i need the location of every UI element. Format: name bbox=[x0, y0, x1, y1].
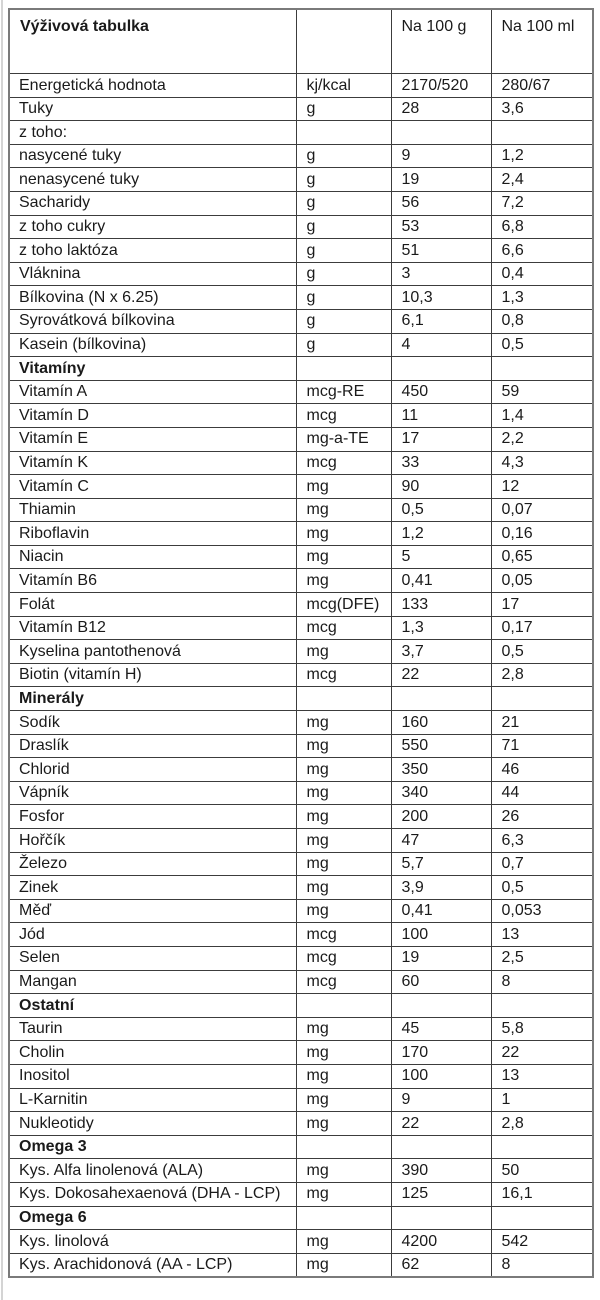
cell-per-100ml: 2,8 bbox=[491, 1112, 593, 1136]
cell-per-100g: 1,3 bbox=[391, 616, 491, 640]
cell-per-100g bbox=[391, 1206, 491, 1230]
cell-name: Thiamin bbox=[9, 498, 296, 522]
table-row bbox=[9, 97, 593, 121]
cell-per-100ml: 542 bbox=[491, 1230, 593, 1254]
table-row bbox=[9, 616, 593, 640]
cell-per-100ml: 0,8 bbox=[491, 309, 593, 333]
cell-per-100g: 22 bbox=[391, 663, 491, 687]
cell-per-100g bbox=[391, 1135, 491, 1159]
table-row bbox=[9, 946, 593, 970]
cell-name: Jód bbox=[9, 923, 296, 947]
cell-name: Zinek bbox=[9, 876, 296, 900]
cell-per-100g: 9 bbox=[391, 144, 491, 168]
cell-per-100g: 5 bbox=[391, 545, 491, 569]
cell-per-100g: 3 bbox=[391, 262, 491, 286]
cell-unit: g bbox=[296, 97, 391, 121]
table-row bbox=[9, 333, 593, 357]
cell-name: Vitamín B12 bbox=[9, 616, 296, 640]
cell-name: z toho: bbox=[9, 121, 296, 145]
table-title: Výživová tabulka bbox=[9, 9, 296, 74]
cell-per-100ml: 17 bbox=[491, 593, 593, 617]
cell-unit: g bbox=[296, 309, 391, 333]
table-row bbox=[9, 262, 593, 286]
cell-per-100g: 4200 bbox=[391, 1230, 491, 1254]
header-unit-column bbox=[296, 9, 391, 74]
cell-per-100ml: 59 bbox=[491, 380, 593, 404]
table-row bbox=[9, 970, 593, 994]
table-row bbox=[9, 829, 593, 853]
cell-name: Vláknina bbox=[9, 262, 296, 286]
cell-per-100g: 6,1 bbox=[391, 309, 491, 333]
cell-unit: mcg-RE bbox=[296, 380, 391, 404]
table-row bbox=[9, 286, 593, 310]
cell-unit: mg bbox=[296, 522, 391, 546]
cell-name: Kys. Arachidonová (AA - LCP) bbox=[9, 1253, 296, 1277]
cell-unit: mg bbox=[296, 1064, 391, 1088]
cell-name: Kys. Dokosahexaenová (DHA - LCP) bbox=[9, 1182, 296, 1206]
cell-per-100ml: 1,4 bbox=[491, 404, 593, 428]
cell-unit: mg bbox=[296, 899, 391, 923]
cell-per-100g: 100 bbox=[391, 923, 491, 947]
cell-per-100g: 3,7 bbox=[391, 640, 491, 664]
cell-unit: g bbox=[296, 144, 391, 168]
cell-name: Omega 6 bbox=[9, 1206, 296, 1230]
cell-per-100g: 9 bbox=[391, 1088, 491, 1112]
table-row bbox=[9, 923, 593, 947]
table-row bbox=[9, 168, 593, 192]
cell-per-100ml: 2,8 bbox=[491, 663, 593, 687]
cell-per-100ml bbox=[491, 1206, 593, 1230]
table-row bbox=[9, 1253, 593, 1277]
cell-name: Vápník bbox=[9, 781, 296, 805]
cell-name: Hořčík bbox=[9, 829, 296, 853]
cell-name: Kyselina pantothenová bbox=[9, 640, 296, 664]
cell-name: Tuky bbox=[9, 97, 296, 121]
cell-per-100ml: 280/67 bbox=[491, 74, 593, 98]
cell-name: Syrovátková bílkovina bbox=[9, 309, 296, 333]
cell-name: Minerály bbox=[9, 687, 296, 711]
table-row bbox=[9, 663, 593, 687]
table-header-row bbox=[9, 9, 593, 74]
cell-unit: mg bbox=[296, 829, 391, 853]
section-header-row bbox=[9, 687, 593, 711]
cell-name: Omega 3 bbox=[9, 1135, 296, 1159]
cell-unit bbox=[296, 1135, 391, 1159]
table-row bbox=[9, 215, 593, 239]
table-row bbox=[9, 640, 593, 664]
cell-per-100ml: 44 bbox=[491, 781, 593, 805]
cell-per-100g: 56 bbox=[391, 191, 491, 215]
table-row bbox=[9, 781, 593, 805]
table-row bbox=[9, 451, 593, 475]
cell-per-100g bbox=[391, 357, 491, 381]
cell-name: Vitamín A bbox=[9, 380, 296, 404]
cell-unit: mcg bbox=[296, 451, 391, 475]
cell-name: Inositol bbox=[9, 1064, 296, 1088]
cell-per-100g: 60 bbox=[391, 970, 491, 994]
cell-per-100ml: 21 bbox=[491, 711, 593, 735]
cell-per-100ml: 13 bbox=[491, 923, 593, 947]
table-row bbox=[9, 498, 593, 522]
cell-name: Vitamín D bbox=[9, 404, 296, 428]
cell-per-100g: 133 bbox=[391, 593, 491, 617]
cell-name: z toho cukry bbox=[9, 215, 296, 239]
cell-unit bbox=[296, 1206, 391, 1230]
cell-per-100ml: 22 bbox=[491, 1041, 593, 1065]
cell-unit: mg bbox=[296, 1088, 391, 1112]
table-row bbox=[9, 1159, 593, 1183]
table-row bbox=[9, 522, 593, 546]
cell-unit: mg bbox=[296, 1230, 391, 1254]
cell-per-100ml: 0,5 bbox=[491, 333, 593, 357]
table-row bbox=[9, 805, 593, 829]
cell-per-100ml: 0,4 bbox=[491, 262, 593, 286]
cell-name: nasycené tuky bbox=[9, 144, 296, 168]
cell-per-100g: 28 bbox=[391, 97, 491, 121]
cell-per-100ml: 2,5 bbox=[491, 946, 593, 970]
cell-name: Vitamín E bbox=[9, 427, 296, 451]
cell-unit: mg bbox=[296, 758, 391, 782]
cell-per-100ml: 13 bbox=[491, 1064, 593, 1088]
table-row bbox=[9, 852, 593, 876]
section-header-row bbox=[9, 1206, 593, 1230]
cell-per-100g: 100 bbox=[391, 1064, 491, 1088]
cell-name: Fosfor bbox=[9, 805, 296, 829]
nutrition-table bbox=[8, 8, 594, 1278]
cell-per-100g: 53 bbox=[391, 215, 491, 239]
cell-per-100g bbox=[391, 121, 491, 145]
cell-per-100g: 340 bbox=[391, 781, 491, 805]
cell-per-100ml: 0,16 bbox=[491, 522, 593, 546]
cell-unit: mcg bbox=[296, 923, 391, 947]
cell-per-100ml: 5,8 bbox=[491, 1017, 593, 1041]
cell-name: Sodík bbox=[9, 711, 296, 735]
cell-per-100g: 170 bbox=[391, 1041, 491, 1065]
cell-unit: mg bbox=[296, 475, 391, 499]
cell-per-100ml: 3,6 bbox=[491, 97, 593, 121]
table-row bbox=[9, 545, 593, 569]
table-row bbox=[9, 711, 593, 735]
cell-name: Taurin bbox=[9, 1017, 296, 1041]
table-row bbox=[9, 1112, 593, 1136]
cell-per-100g: 90 bbox=[391, 475, 491, 499]
cell-per-100ml: 8 bbox=[491, 970, 593, 994]
cell-name: Železo bbox=[9, 852, 296, 876]
cell-per-100ml: 2,2 bbox=[491, 427, 593, 451]
cell-unit: kj/kcal bbox=[296, 74, 391, 98]
header-per-100g: Na 100 g bbox=[391, 9, 491, 74]
cell-unit bbox=[296, 121, 391, 145]
section-header-row bbox=[9, 357, 593, 381]
cell-per-100ml bbox=[491, 687, 593, 711]
cell-per-100ml: 2,4 bbox=[491, 168, 593, 192]
cell-per-100ml: 6,6 bbox=[491, 239, 593, 263]
table-row bbox=[9, 121, 593, 145]
cell-unit: mg bbox=[296, 1182, 391, 1206]
table-row bbox=[9, 1064, 593, 1088]
cell-per-100ml: 8 bbox=[491, 1253, 593, 1277]
cell-per-100g: 0,5 bbox=[391, 498, 491, 522]
cell-name: nenasycené tuky bbox=[9, 168, 296, 192]
cell-per-100g: 350 bbox=[391, 758, 491, 782]
cell-unit: mg bbox=[296, 498, 391, 522]
cell-name: Vitamín C bbox=[9, 475, 296, 499]
cell-unit: mcg bbox=[296, 404, 391, 428]
cell-per-100ml: 0,05 bbox=[491, 569, 593, 593]
cell-name: L-Karnitin bbox=[9, 1088, 296, 1112]
cell-per-100g: 19 bbox=[391, 168, 491, 192]
cell-per-100g: 11 bbox=[391, 404, 491, 428]
cell-per-100ml: 0,5 bbox=[491, 876, 593, 900]
cell-per-100ml bbox=[491, 357, 593, 381]
cell-per-100ml: 0,17 bbox=[491, 616, 593, 640]
cell-unit: mg bbox=[296, 876, 391, 900]
table-row bbox=[9, 1230, 593, 1254]
table-body bbox=[9, 74, 593, 1277]
table-row bbox=[9, 1088, 593, 1112]
cell-name: Měď bbox=[9, 899, 296, 923]
cell-unit: mcg bbox=[296, 970, 391, 994]
table-row bbox=[9, 593, 593, 617]
table-row bbox=[9, 758, 593, 782]
cell-unit: mg bbox=[296, 1017, 391, 1041]
cell-per-100g: 2170/520 bbox=[391, 74, 491, 98]
cell-name: Sacharidy bbox=[9, 191, 296, 215]
cell-per-100ml: 7,2 bbox=[491, 191, 593, 215]
cell-per-100ml: 0,65 bbox=[491, 545, 593, 569]
cell-unit: mg bbox=[296, 805, 391, 829]
cell-unit: mcg(DFE) bbox=[296, 593, 391, 617]
table-row bbox=[9, 427, 593, 451]
cell-unit bbox=[296, 687, 391, 711]
cell-name: Folát bbox=[9, 593, 296, 617]
cell-per-100ml: 4,3 bbox=[491, 451, 593, 475]
cell-unit bbox=[296, 994, 391, 1018]
page-edge-shadow bbox=[1, 0, 3, 1300]
cell-per-100ml: 1,3 bbox=[491, 286, 593, 310]
cell-unit: mg-a-TE bbox=[296, 427, 391, 451]
header-per-100ml: Na 100 ml bbox=[491, 9, 593, 74]
table-row bbox=[9, 74, 593, 98]
cell-name: Energetická hodnota bbox=[9, 74, 296, 98]
cell-unit: mg bbox=[296, 852, 391, 876]
cell-name: z toho laktóza bbox=[9, 239, 296, 263]
table-row bbox=[9, 380, 593, 404]
table-row bbox=[9, 1182, 593, 1206]
cell-per-100g bbox=[391, 687, 491, 711]
table-row bbox=[9, 899, 593, 923]
table-row bbox=[9, 404, 593, 428]
cell-unit: mg bbox=[296, 1112, 391, 1136]
cell-name: Nukleotidy bbox=[9, 1112, 296, 1136]
cell-name: Kasein (bílkovina) bbox=[9, 333, 296, 357]
cell-per-100ml: 46 bbox=[491, 758, 593, 782]
cell-name: Cholin bbox=[9, 1041, 296, 1065]
cell-per-100g: 45 bbox=[391, 1017, 491, 1041]
cell-per-100g: 200 bbox=[391, 805, 491, 829]
cell-unit: g bbox=[296, 239, 391, 263]
cell-unit: mg bbox=[296, 1253, 391, 1277]
cell-per-100ml: 26 bbox=[491, 805, 593, 829]
cell-per-100ml: 0,5 bbox=[491, 640, 593, 664]
cell-unit: mg bbox=[296, 781, 391, 805]
cell-per-100ml bbox=[491, 1135, 593, 1159]
cell-per-100g: 160 bbox=[391, 711, 491, 735]
cell-per-100g: 125 bbox=[391, 1182, 491, 1206]
cell-per-100ml: 12 bbox=[491, 475, 593, 499]
cell-per-100ml: 0,7 bbox=[491, 852, 593, 876]
cell-per-100ml: 0,07 bbox=[491, 498, 593, 522]
cell-unit: mg bbox=[296, 734, 391, 758]
cell-unit: mcg bbox=[296, 663, 391, 687]
cell-per-100g: 22 bbox=[391, 1112, 491, 1136]
cell-unit: mg bbox=[296, 569, 391, 593]
cell-unit: g bbox=[296, 168, 391, 192]
cell-per-100ml: 1 bbox=[491, 1088, 593, 1112]
table-row bbox=[9, 1041, 593, 1065]
cell-name: Selen bbox=[9, 946, 296, 970]
cell-per-100g: 51 bbox=[391, 239, 491, 263]
cell-per-100g: 1,2 bbox=[391, 522, 491, 546]
cell-per-100g: 62 bbox=[391, 1253, 491, 1277]
cell-per-100g: 390 bbox=[391, 1159, 491, 1183]
cell-per-100g: 19 bbox=[391, 946, 491, 970]
cell-name: Vitamíny bbox=[9, 357, 296, 381]
cell-unit: g bbox=[296, 191, 391, 215]
cell-unit: mcg bbox=[296, 616, 391, 640]
cell-per-100ml: 6,3 bbox=[491, 829, 593, 853]
cell-name: Ostatní bbox=[9, 994, 296, 1018]
cell-per-100g: 47 bbox=[391, 829, 491, 853]
table-row bbox=[9, 475, 593, 499]
section-header-row bbox=[9, 994, 593, 1018]
table-row bbox=[9, 734, 593, 758]
cell-unit: mcg bbox=[296, 946, 391, 970]
cell-per-100g: 10,3 bbox=[391, 286, 491, 310]
table-row bbox=[9, 239, 593, 263]
table-row bbox=[9, 569, 593, 593]
table-row bbox=[9, 876, 593, 900]
cell-per-100g: 0,41 bbox=[391, 899, 491, 923]
cell-per-100ml: 16,1 bbox=[491, 1182, 593, 1206]
cell-name: Biotin (vitamín H) bbox=[9, 663, 296, 687]
cell-per-100ml bbox=[491, 994, 593, 1018]
cell-unit: mg bbox=[296, 640, 391, 664]
cell-unit: g bbox=[296, 286, 391, 310]
cell-name: Kys. Alfa linolenová (ALA) bbox=[9, 1159, 296, 1183]
cell-per-100g: 17 bbox=[391, 427, 491, 451]
table-row bbox=[9, 144, 593, 168]
cell-per-100ml bbox=[491, 121, 593, 145]
cell-per-100g: 5,7 bbox=[391, 852, 491, 876]
cell-name: Vitamín K bbox=[9, 451, 296, 475]
cell-name: Bílkovina (N x 6.25) bbox=[9, 286, 296, 310]
section-header-row bbox=[9, 1135, 593, 1159]
cell-unit: mg bbox=[296, 711, 391, 735]
table-row bbox=[9, 1017, 593, 1041]
cell-name: Riboflavin bbox=[9, 522, 296, 546]
cell-name: Chlorid bbox=[9, 758, 296, 782]
cell-per-100ml: 0,053 bbox=[491, 899, 593, 923]
table-row bbox=[9, 191, 593, 215]
cell-unit: g bbox=[296, 333, 391, 357]
cell-per-100g: 450 bbox=[391, 380, 491, 404]
cell-name: Draslík bbox=[9, 734, 296, 758]
cell-per-100g: 550 bbox=[391, 734, 491, 758]
cell-per-100g: 4 bbox=[391, 333, 491, 357]
cell-unit: mg bbox=[296, 545, 391, 569]
cell-unit: g bbox=[296, 215, 391, 239]
cell-per-100g: 3,9 bbox=[391, 876, 491, 900]
table-row bbox=[9, 309, 593, 333]
cell-name: Kys. linolová bbox=[9, 1230, 296, 1254]
cell-per-100ml: 6,8 bbox=[491, 215, 593, 239]
cell-per-100g: 0,41 bbox=[391, 569, 491, 593]
cell-unit: mg bbox=[296, 1041, 391, 1065]
cell-per-100ml: 1,2 bbox=[491, 144, 593, 168]
cell-unit: mg bbox=[296, 1159, 391, 1183]
cell-unit: g bbox=[296, 262, 391, 286]
cell-per-100g: 33 bbox=[391, 451, 491, 475]
cell-per-100ml: 50 bbox=[491, 1159, 593, 1183]
cell-per-100ml: 71 bbox=[491, 734, 593, 758]
cell-unit bbox=[296, 357, 391, 381]
cell-per-100g bbox=[391, 994, 491, 1018]
cell-name: Niacin bbox=[9, 545, 296, 569]
cell-name: Mangan bbox=[9, 970, 296, 994]
cell-name: Vitamín B6 bbox=[9, 569, 296, 593]
